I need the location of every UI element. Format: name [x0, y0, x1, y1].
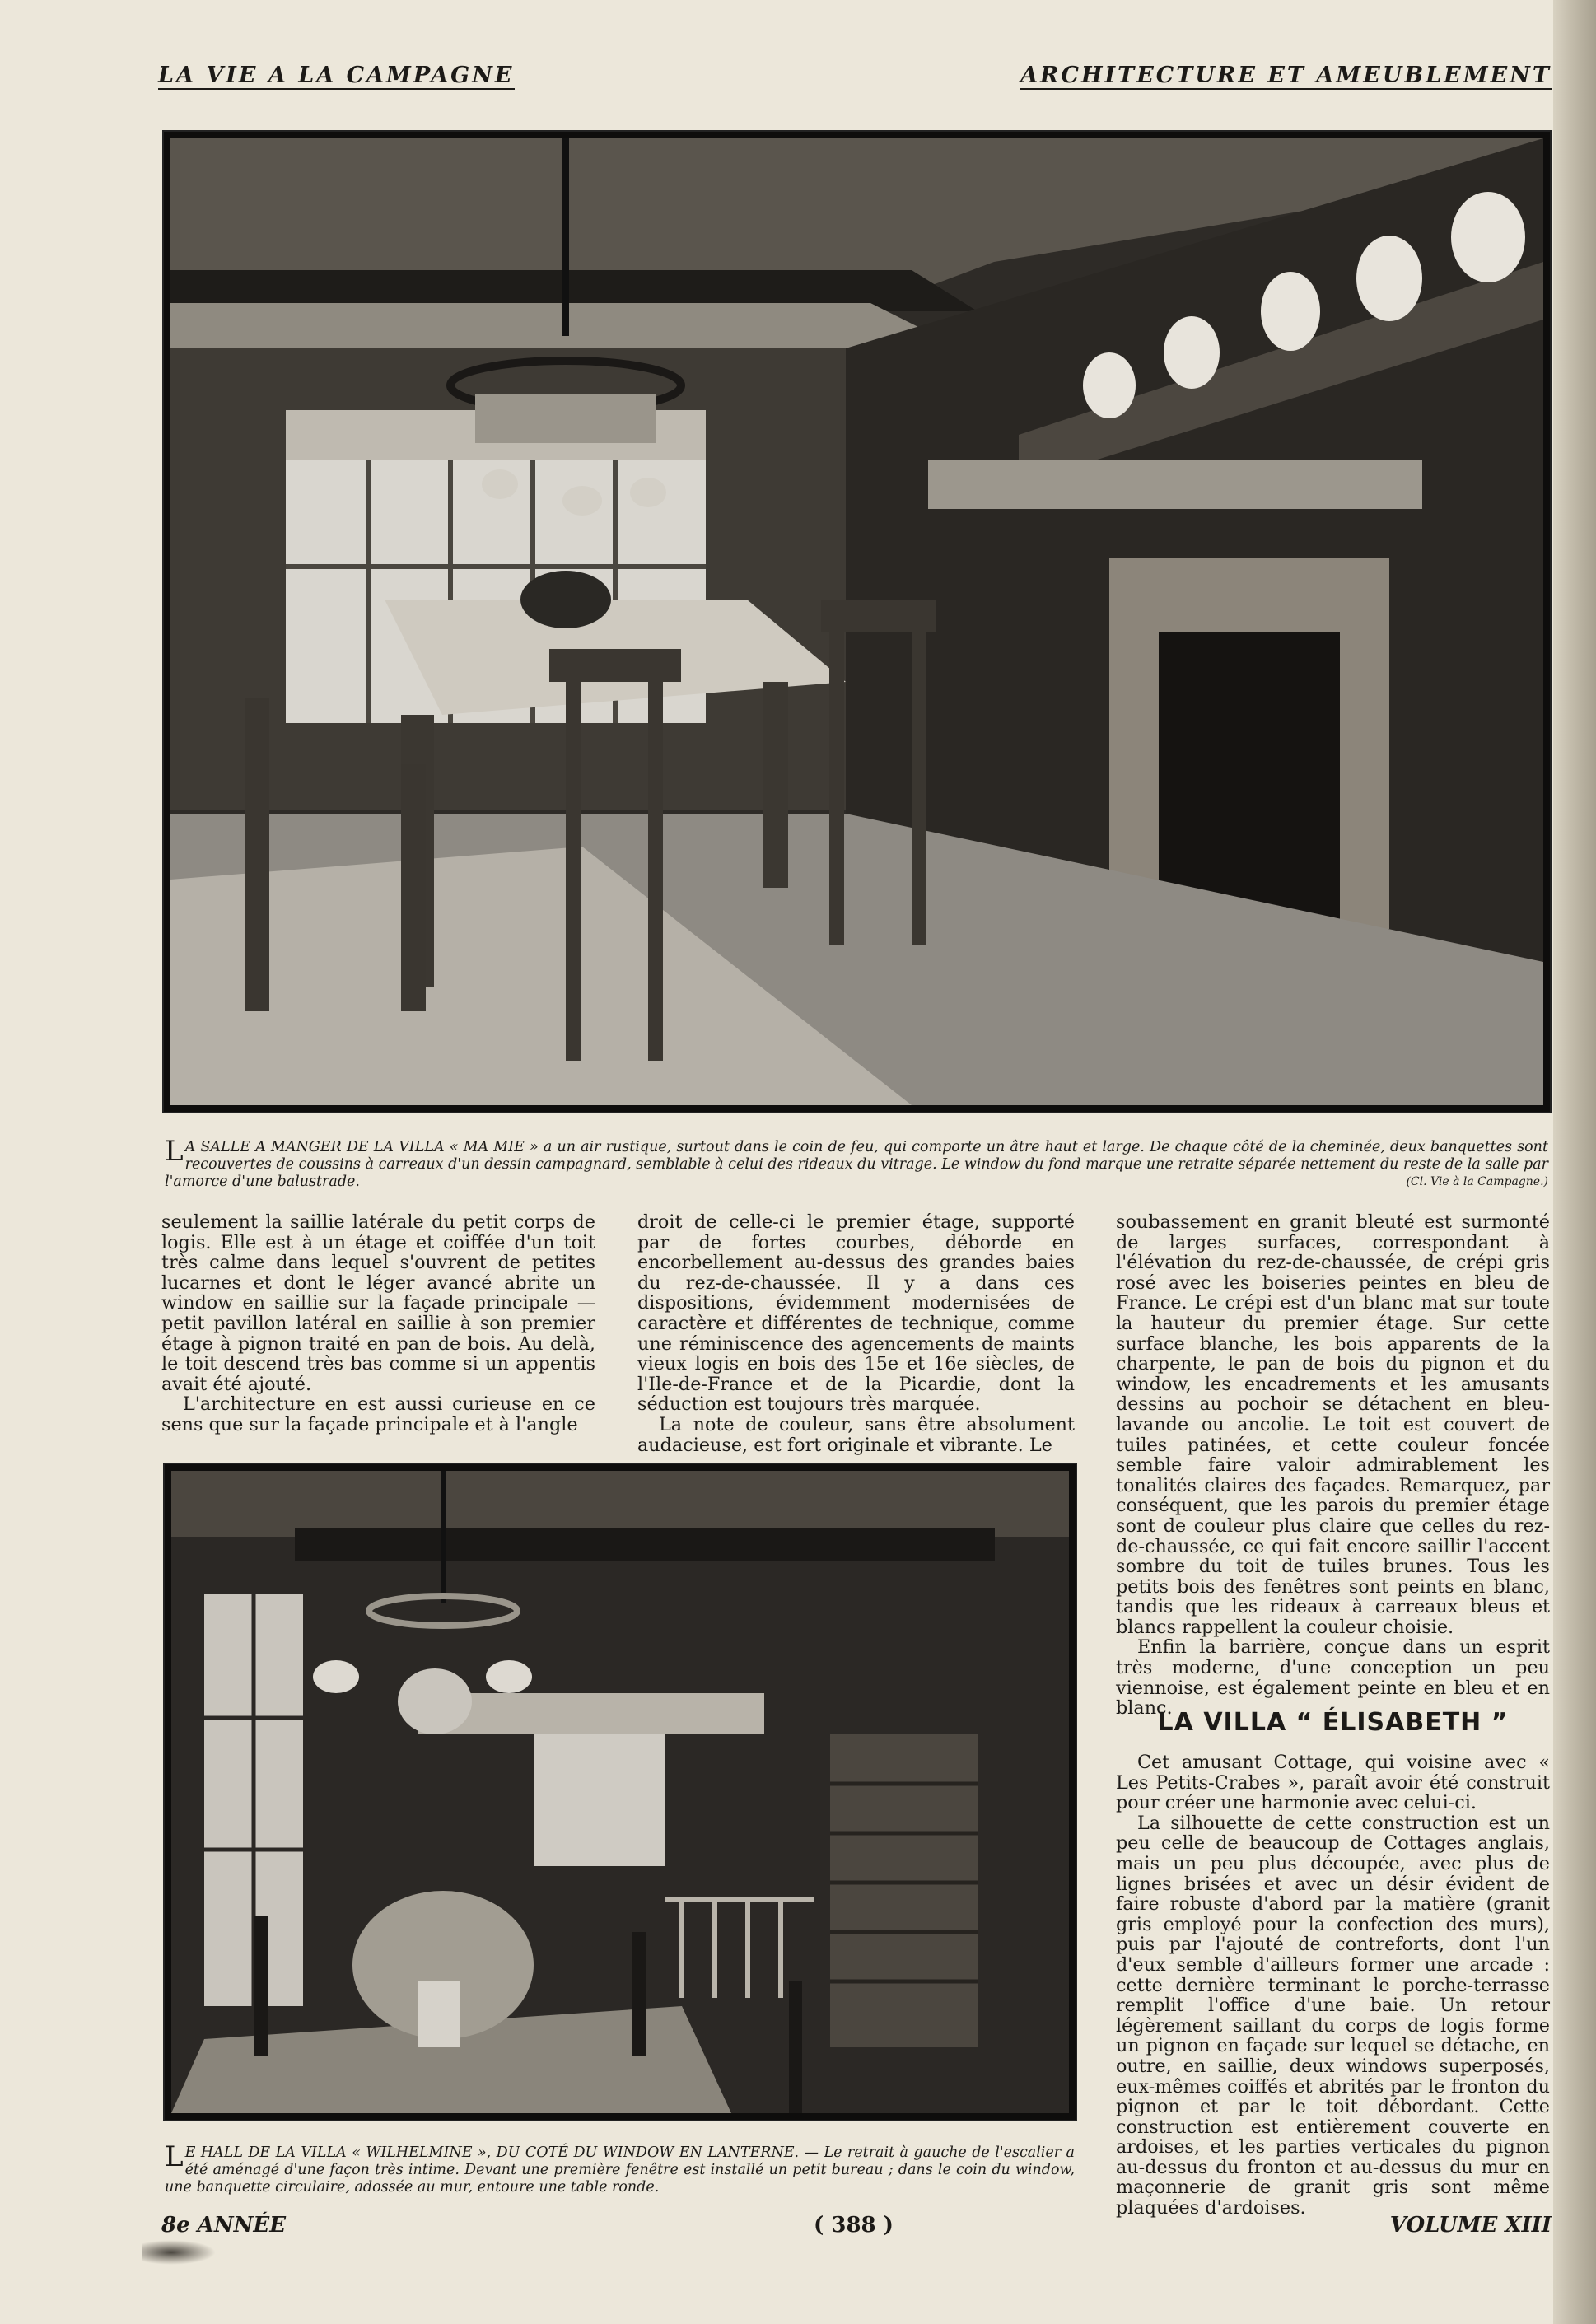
column-3-section: Cet amusant Cottage, qui voisine avec « Les Petits-Crabes », paraît avoir été construit pour créer une harmonie avec celui-ci. La silhouette de cette construction est un peu celle de beaucoup de Cottages anglais, mais un peu plus découpée, avec plus de lignes brisées et avec un désir évident de faire robuste d'abord par la matière (granit gris employé pour la confection des murs), puis par l'ajouté de contreforts, dont l'un d'eux semble d'ailleurs former une arcade : cette dernière terminant le porche-terrasse remplit l'office d'une baie. Un retour légèrement saillant du corps de logis forme un pignon en façade sur lequel se détache, en outre, en saillie, deux windows superposés, eux-mêmes coiffés et abrités par le fronton du pignon et par le toit débordant. Cette construction est entièrement couverte en ardoises, et les parties verticales du pignon au-dessus du fronton et au-dessus du mur en maçonnerie de granit gris sont même plaquées d'ardoises. — [1116, 1752, 1550, 2219]
footer-volume: VOLUME XIII — [1389, 2213, 1552, 2238]
section-heading-villa-elisabeth: LA VILLA “ ÉLISABETH ” — [1157, 1708, 1509, 1737]
footer-page-number: ( 388 ) — [814, 2213, 894, 2238]
footer-year: 8e ANNÉE — [161, 2213, 287, 2238]
dining-room-illustration — [170, 138, 1543, 1105]
column-1-top: seulement la saillie latérale du petit corps de logis. Elle est à un étage et coiffée d'un toit très calme dans lequel s'ouvrent de petites lucarnes et dont le léger avancé abrite un window en saillie sur la façade principale — petit pavillon latéral en saillie à son premier étage à pignon traité en pan de bois. Au delà, le toit descend très bas comme si un appentis avait été ajouté. L'architecture en est aussi curieuse en ce sens que sur la façade principale et à l'angle — [161, 1211, 595, 1435]
ink-smudge — [142, 2240, 216, 2265]
caption-dining-room: L A SALLE A MANGER DE LA VILLA « MA MIE » a un air rustique, surtout dans le coin de feu, qui comporte un âtre haut et large. De chaque côté de la cheminée, deux banquettes sont recouvertes de coussins à carreaux d'un dessin campagnard, semblable à celui des rideaux du vitrage. Le window du fond marque une retraite séparée nettement du reste de la salle par l'amorce d'une balustrade. (Cl. Vie à la Campagne.) — [165, 1135, 1548, 1190]
column-3: soubassement en granit bleuté est surmonté de larges surfaces, correspondant à l'élévation du rez-de-chaussée, de crépi gris rosé avec les boiseries peintes en bleu de France. Le crépi est d'un blanc mat sur toute la hauteur du premier étage. Sur cette surface blanche, les bois apparents de la charpente, le pan de bois du pignon et du window, les encadrements et les amusants dessins au pochoir se détachent en bleu-lavande ou ancolie. Le toit est couvert de tuiles patinées, et cette couleur foncée semble faire valoir admirablement les tonalités claires des façades. Remarquez, par conséquent, que les parois du premier étage sont de couleur plus claire que celles du rez-de-chaussée, ce qui fait encore saillir l'accent sombre du toit de tuiles brunes. Tous les petits bois des fenêtres sont peints en blanc, tandis que les rideaux à carreaux bleus et blancs rappellent la couleur choisie. Enfin la barrière, conçue dans un esprit très moderne, d'une conception un peu viennoise, est également peinte en bleu et en blanc. — [1116, 1211, 1550, 1720]
hall-illustration — [171, 1471, 1069, 2113]
column-2-top: droit de celle-ci le premier étage, supporté par de fortes courbes, déborde en encorbellement au-dessus des grandes baies du rez-de-chaussée. Il y a dans ces dispositions, évidemment modernisées de caractère et différentes de technique, comme une réminiscence des agencements de maints vieux logis en bois des 15e et 16e siècles, de l'Ile-de-France et de la Picardie, dont la séduction est toujours très marquée. La note de couleur, sans être absolument audacieuse, est fort originale et vibrante. Le — [637, 1211, 1075, 1456]
photo-hall — [163, 1463, 1077, 2121]
photo-credit: (Cl. Vie à la Campagne.) — [1406, 1175, 1548, 1188]
caption-hall: L E HALL DE LA VILLA « WILHELMINE », DU COTÉ DU WINDOW EN LANTERNE. — Le retrait à gauche de l'escalier a été aménagé d'une façon très intime. Devant une première fenêtre est installé un petit bureau ; dans le coin du window, une banquette circulaire, adossée au mur, entoure une table ronde. — [165, 2140, 1075, 2196]
page-binding-edge — [1553, 0, 1596, 2324]
running-head-left: LA VIE A LA CAMPAGNE — [158, 63, 515, 88]
running-head-right: ARCHITECTURE ET AMEUBLEMENT — [1020, 63, 1552, 88]
photo-dining-room — [162, 130, 1552, 1113]
